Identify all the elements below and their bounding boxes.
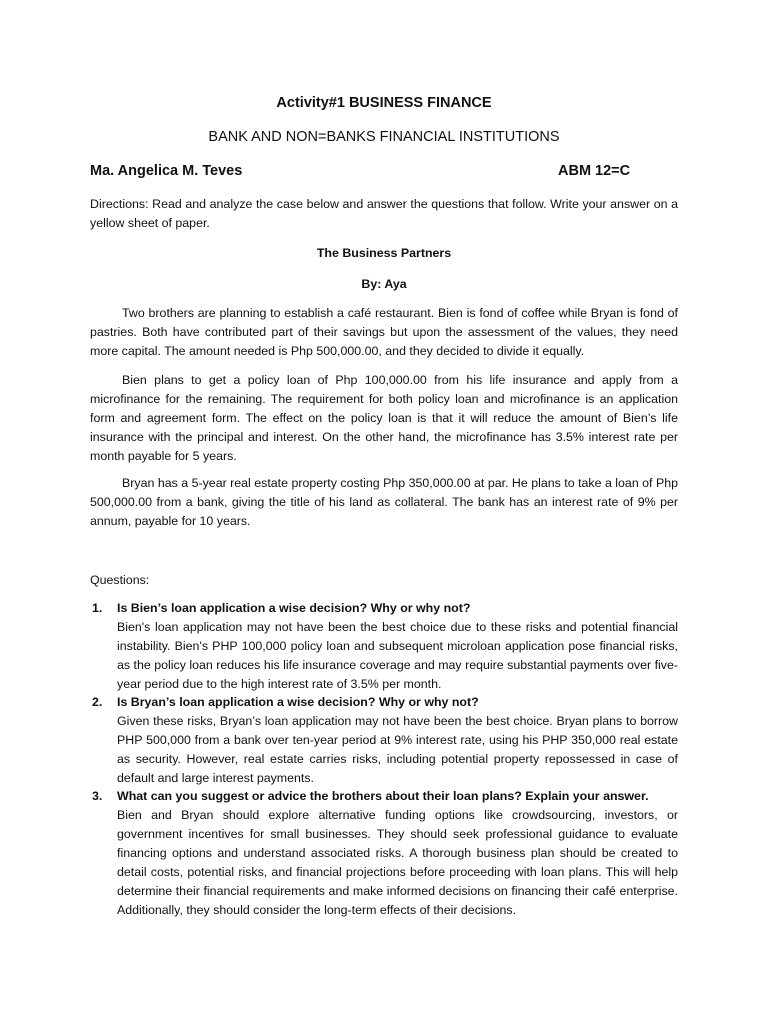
answer-text: Given these risks, Bryan’s loan application may not have been the best choice. Bryan plans to borrow PHP 500,000 from a bank over ten-year period at 9% interest rate, using his PHP 350,000 real estate as security. However, real estate carries risks, including potential property repossessed in case of default and large interest payments. [117, 714, 678, 785]
question-number: 2. [92, 695, 103, 709]
story-author: By: Aya [361, 277, 407, 291]
answer-text: Bien's loan application may not have been the best choice due to these risks and potential financial instability. Bien's PHP 100,000 policy loan and subsequent microloan application pose financial risks, as the policy loan reduces his life insurance coverage and may require substantial payments over five-year period due to the high interest rate of 3.5% per month. [117, 620, 678, 691]
question-text: What can you suggest or advice the brothers about their loan plans? Explain your answer. [117, 789, 649, 803]
question-body [117, 787, 678, 920]
question-item [90, 599, 678, 694]
answer-text: Bien and Bryan should explore alternative funding options like crowdsourcing, investors, or government incentives for small businesses. They should seek professional guidance to evaluate financing options and understand associated risks. A thorough business plan should be created to detail costs, potential risks, and financial projections before proceeding with loan plans. This will help determine their financial requirements and make informed decisions on financing their café enterprise. Additionally, they should consider the long-term effects of their decisions. [117, 808, 678, 917]
question-number: 3. [92, 789, 103, 803]
student-name: Ma. Angelica M. Teves [90, 163, 243, 179]
question-body [117, 693, 678, 788]
question-text: Is Bien’s loan application a wise decision? Why or why not? [117, 601, 471, 615]
question-item [90, 787, 678, 920]
question-item [90, 693, 678, 788]
document-title: Activity#1 BUSINESS FINANCE [276, 95, 492, 111]
document-subtitle: BANK AND NON=BANKS FINANCIAL INSTITUTIONS [208, 129, 560, 145]
story-paragraph: Bryan has a 5-year real estate property costing Php 350,000.00 at par. He plans to take a loan of Php 500,000.00 from a bank, giving the title of his land as collateral. The bank has an interest rate of 9% per annum, payable for 10 years. [90, 476, 678, 528]
story-title: The Business Partners [316, 246, 452, 260]
question-number: 1. [92, 601, 103, 615]
story-paragraph: Two brothers are planning to establish a café restaurant. Bien is fond of coffee while Bryan is fond of pastries. Both have contributed part of their savings but upon the assessment of the values, they need more capital. The amount needed is Php 500,000.00, and they decided to divide it equally. [90, 306, 678, 358]
story-paragraph: Bien plans to get a policy loan of Php 100,000.00 from his life insurance and apply from a microfinance for the remaining. The requirement for both policy loan and microfinance is an application form and agreement form. The effect on the policy loan is that it will reduce the amount of Bien’s life insurance with the principal and interest. On the other hand, the microfinance has 3.5% interest rate per month payable for 5 years. [90, 373, 678, 463]
questions-heading: Questions: [90, 573, 150, 587]
question-body [117, 599, 678, 694]
question-text: Is Bryan’s loan application a wise decision? Why or why not? [117, 695, 479, 709]
student-section: ABM 12=C [558, 163, 631, 179]
directions-text: Directions: Read and analyze the case below and answer the questions that follow. Write your answer on a yellow sheet of paper. [90, 197, 678, 230]
